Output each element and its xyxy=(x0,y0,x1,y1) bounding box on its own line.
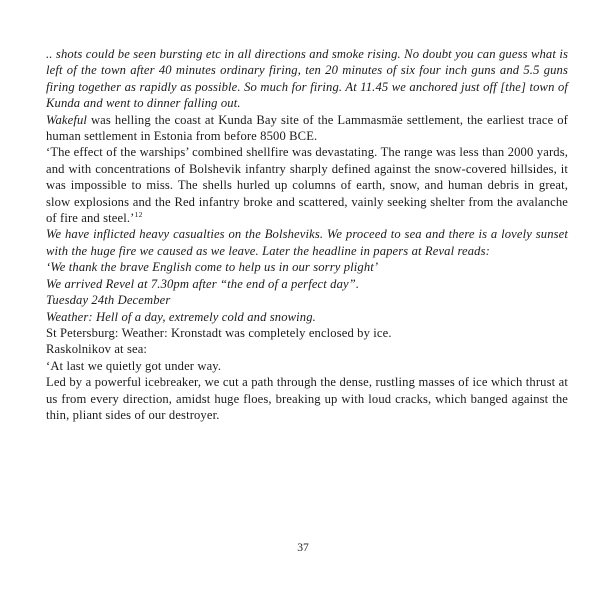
paragraph-shellfire-body: ‘The effect of the warships’ combined shellfire was devastating. The range was less than 2000 yards, and with concentrations of Bolshevik infantry sharply defined against the snow-covered hillsides, it was impossible to miss. The shells hurled up columns of earth, snow, and human debris in great, slow explosions and the Red infantry broke and scattered, vainly seeking shelter from the avalanche of fire and steel.’ xyxy=(46,145,568,226)
page-number: 37 xyxy=(297,541,309,554)
paragraph-wakeful-kunda-bay xyxy=(46,112,568,145)
paragraph-shellfire-devastating xyxy=(46,144,568,226)
date-heading-tuesday-24-december: Tuesday 24th December xyxy=(46,293,171,308)
paragraph-icebreaker-path: Led by a powerful icebreaker, we cut a path through the dense, rustling masses of ice which thrust at us from every direction, amidst huge floes, breaking up with loud cracks, which banged against the thin, pliant sides of our destroyer. xyxy=(46,375,568,422)
paragraph-reval-headline-quote: ‘We thank the brave English come to help us in our sorry plight’ xyxy=(46,260,379,275)
footnote-marker-12: 12 xyxy=(134,209,143,219)
paragraph-heavy-casualties: We have inflicted heavy casualties on the Bolsheviks. We proceed to sea and there is a lovely sunset with the huge fire we caused as we leave. Later the headline in papers at Reval reads: xyxy=(46,227,568,258)
ship-name-wakeful: Wakeful xyxy=(46,112,87,127)
paragraph-weather-hell-of-a-day: Weather: Hell of a day, extremely cold and snowing. xyxy=(46,309,316,324)
paragraph-wakeful-body: was helling the coast at Kunda Bay site of the Lammasmäe settlement, the earliest trace of human settlement in Estonia from before 8500 BCE. xyxy=(46,112,568,144)
paragraph-raskolnikov-at-sea: Raskolnikov at sea: xyxy=(46,342,148,357)
paragraph-arrived-revel: We arrived Revel at 7.30pm after “the end of a perfect day”. xyxy=(46,276,360,291)
paragraph-shots-bursting: .. shots could be seen bursting etc in all directions and smoke rising. No doubt you can guess what is left of the town after 40 minutes ordinary firing, ten 20 minutes of six four inch guns and 5.5 guns firing together as rapidly as possible. So much for firing. At 11.45 we anchored just off [the] town of Kunda and went to dinner falling out. xyxy=(46,47,568,111)
paragraph-st-petersburg-weather: St Petersburg: Weather: Kronstadt was completely enclosed by ice. xyxy=(46,325,392,340)
page-body-text xyxy=(46,46,568,423)
paragraph-at-last-under-way: ‘At last we quietly got under way. xyxy=(46,358,222,373)
